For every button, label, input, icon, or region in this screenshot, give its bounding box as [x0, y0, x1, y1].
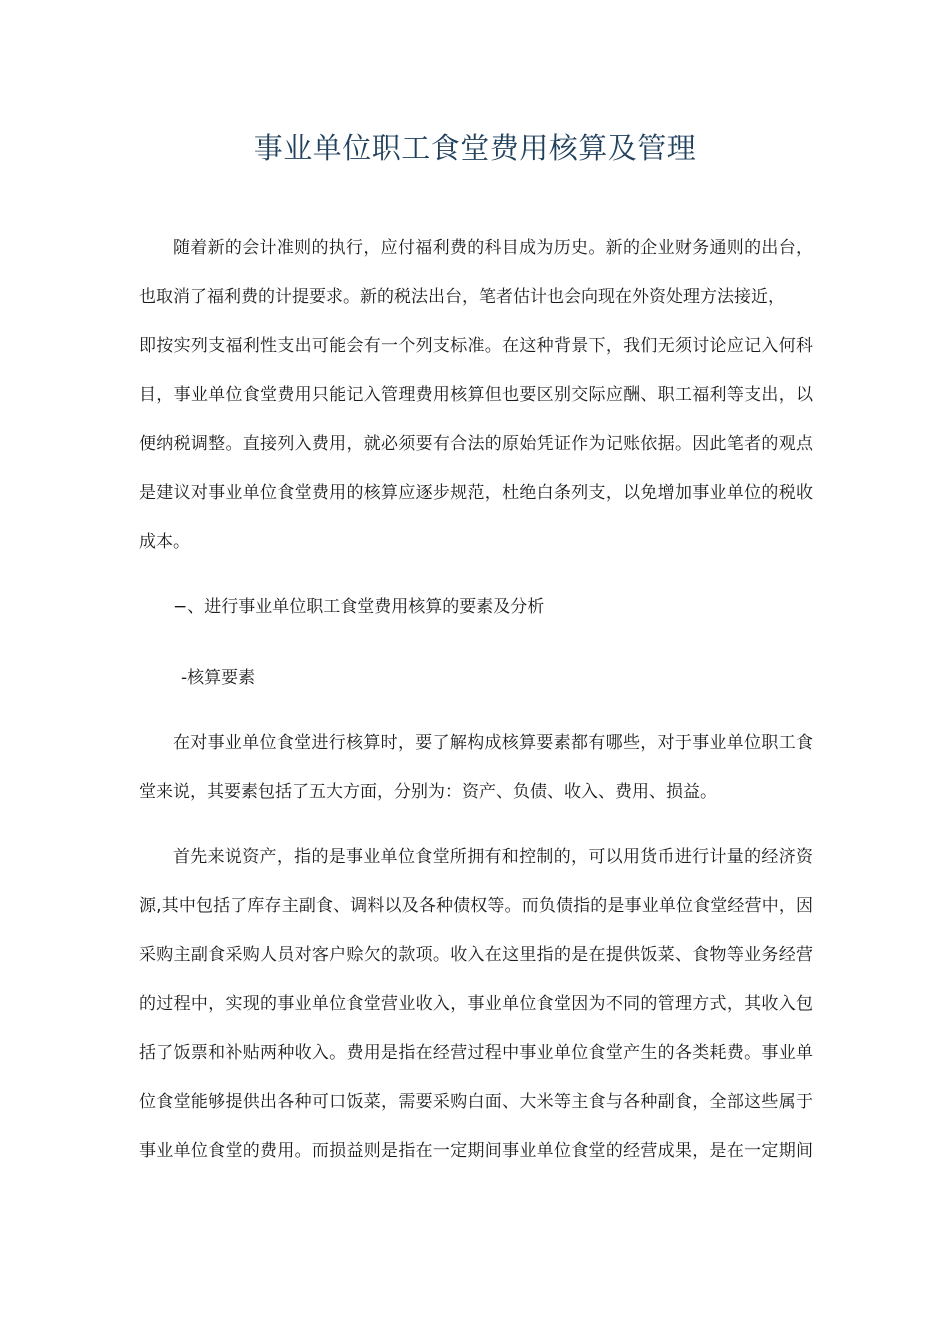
text-line: 即按实列支福利性支出可能会有一个列支标准。在这种背景下，我们无须讨论应记入何科 — [139, 336, 813, 356]
text-line: 位食堂能够提供出各种可口饭菜，需要采购白面、大米等主食与各种副食，全部这些属于 — [139, 1092, 813, 1112]
text-line: 随着新的会计准则的执行，应付福利费的科目成为历史。新的企业财务通则的出台， — [173, 238, 813, 258]
paragraph — [139, 833, 813, 1176]
text-line: 在对事业单位食堂进行核算时，要了解构成核算要素都有哪些，对于事业单位职工食 — [173, 733, 813, 753]
text-line: 括了饭票和补贴两种收入。费用是指在经营过程中事业单位食堂产生的各类耗费。事业单 — [139, 1043, 813, 1063]
text-line: 采购主副食采购人员对客户赊欠的款项。收入在这里指的是在提供饭菜、食物等业务经营 — [139, 945, 813, 965]
text-line: 便纳税调整。直接列入费用，就必须要有合法的原始凭证作为记账依据。因此笔者的观点 — [139, 434, 813, 454]
text-line: 的过程中，实现的事业单位食堂营业收入，事业单位食堂因为不同的管理方式，其收入包 — [139, 994, 813, 1014]
text-line: 首先来说资产，指的是事业单位食堂所拥有和控制的，可以用货币进行计量的经济资 — [173, 847, 813, 867]
text-line: 成本。 — [139, 532, 190, 552]
section-heading: −、进行事业单位职工食堂费用核算的要素及分析 — [173, 597, 545, 617]
subsection-heading: -核算要素 — [181, 668, 256, 688]
paragraph — [139, 719, 813, 817]
text-line: 是建议对事业单位食堂费用的核算应逐步规范，杜绝白条列支，以免增加事业单位的税收 — [139, 483, 813, 503]
document-title: 事业单位职工食堂费用核算及管理 — [253, 131, 697, 165]
document-body — [139, 224, 813, 1176]
intro-paragraph — [139, 224, 813, 567]
text-line: 事业单位食堂的费用。而损益则是指在一定期间事业单位食堂的经营成果，是在一定期间 — [139, 1141, 813, 1161]
text-line: 源,其中包括了库存主副食、调料以及各种债权等。而负债指的是事业单位食堂经营中，因 — [139, 896, 813, 916]
text-line: 堂来说，其要素包括了五大方面，分别为：资产、负债、收入、费用、损益。 — [139, 782, 717, 802]
text-line: 目，事业单位食堂费用只能记入管理费用核算但也要区别交际应酬、职工福利等支出，以 — [139, 385, 813, 405]
text-line: 也取消了福利费的计提要求。新的税法出台，笔者估计也会向现在外资处理方法接近， — [139, 287, 785, 307]
